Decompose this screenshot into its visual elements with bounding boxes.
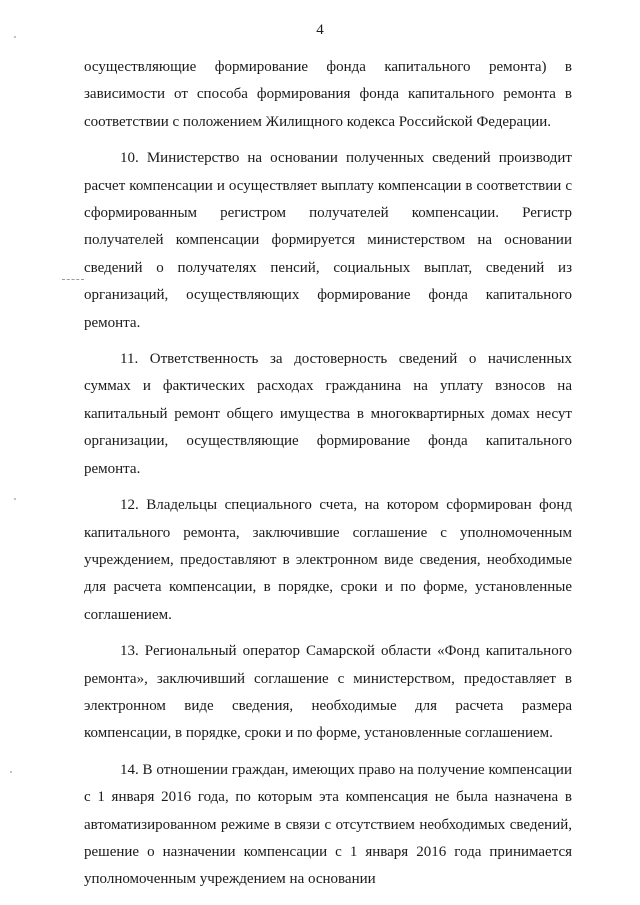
scan-speck [14,36,16,38]
paragraph-continuation: осуществляющие формирование фонда капитального ремонта) в зависимости от способа формирования фонда капитального ремонта в соответствии с положением Жилищного кодекса Российской Федерации. [84,59,572,130]
paragraph-clause-13: 13. Региональный оператор Самарской области «Фонд капитального ремонта», заключивший соглашение с министерством, предоставляет в электронном виде сведения, необходимые для расчета размера компенсации, в порядке, сроки и по форме, установленные соглашением. [84,643,572,742]
paragraph-clause-10: 10. Министерство на основании полученных сведений производит расчет компенсации и осуществляет выплату компенсации в соответствии с сформированным регистром получателей компенсации. Регистр получателей компенсации формируется министерством на основании сведений о получателях пенсий, социальных выплат, сведений из организаций, осуществляющих формирование фонда капитального ремонта. [84,150,572,331]
scan-speck [14,498,16,500]
margin-mark [62,279,84,280]
scan-speck [10,771,12,773]
paragraph-clause-14: 14. В отношении граждан, имеющих право на получение компенсации с 1 января 2016 года, по которым эта компенсация не была назначена в автоматизированном режиме в связи с отсутствием необходимых сведений, решение о назначении компенсации с 1 января 2016 года принимается уполномоченным учреждением на основании [84,761,572,888]
paragraph-clause-12: 12. Владельцы специального счета, на котором сформирован фонд капитального ремонта, заключившие соглашение с уполномоченным учреждением, предоставляют в электронном виде сведения, необходимые для расчета компенсации, в порядке, сроки и по форме, установленные соглашением. [84,497,572,623]
page-number: 4 [316,22,324,38]
document-body [84,54,572,894]
paragraph-clause-11: 11. Ответственность за достоверность сведений о начисленных суммах и фактических расходах гражданина на уплату взносов на капитальный ремонт общего имущества в многоквартирных домах несут организации, осуществляющие формирование фонда капитального ремонта. [84,351,572,477]
